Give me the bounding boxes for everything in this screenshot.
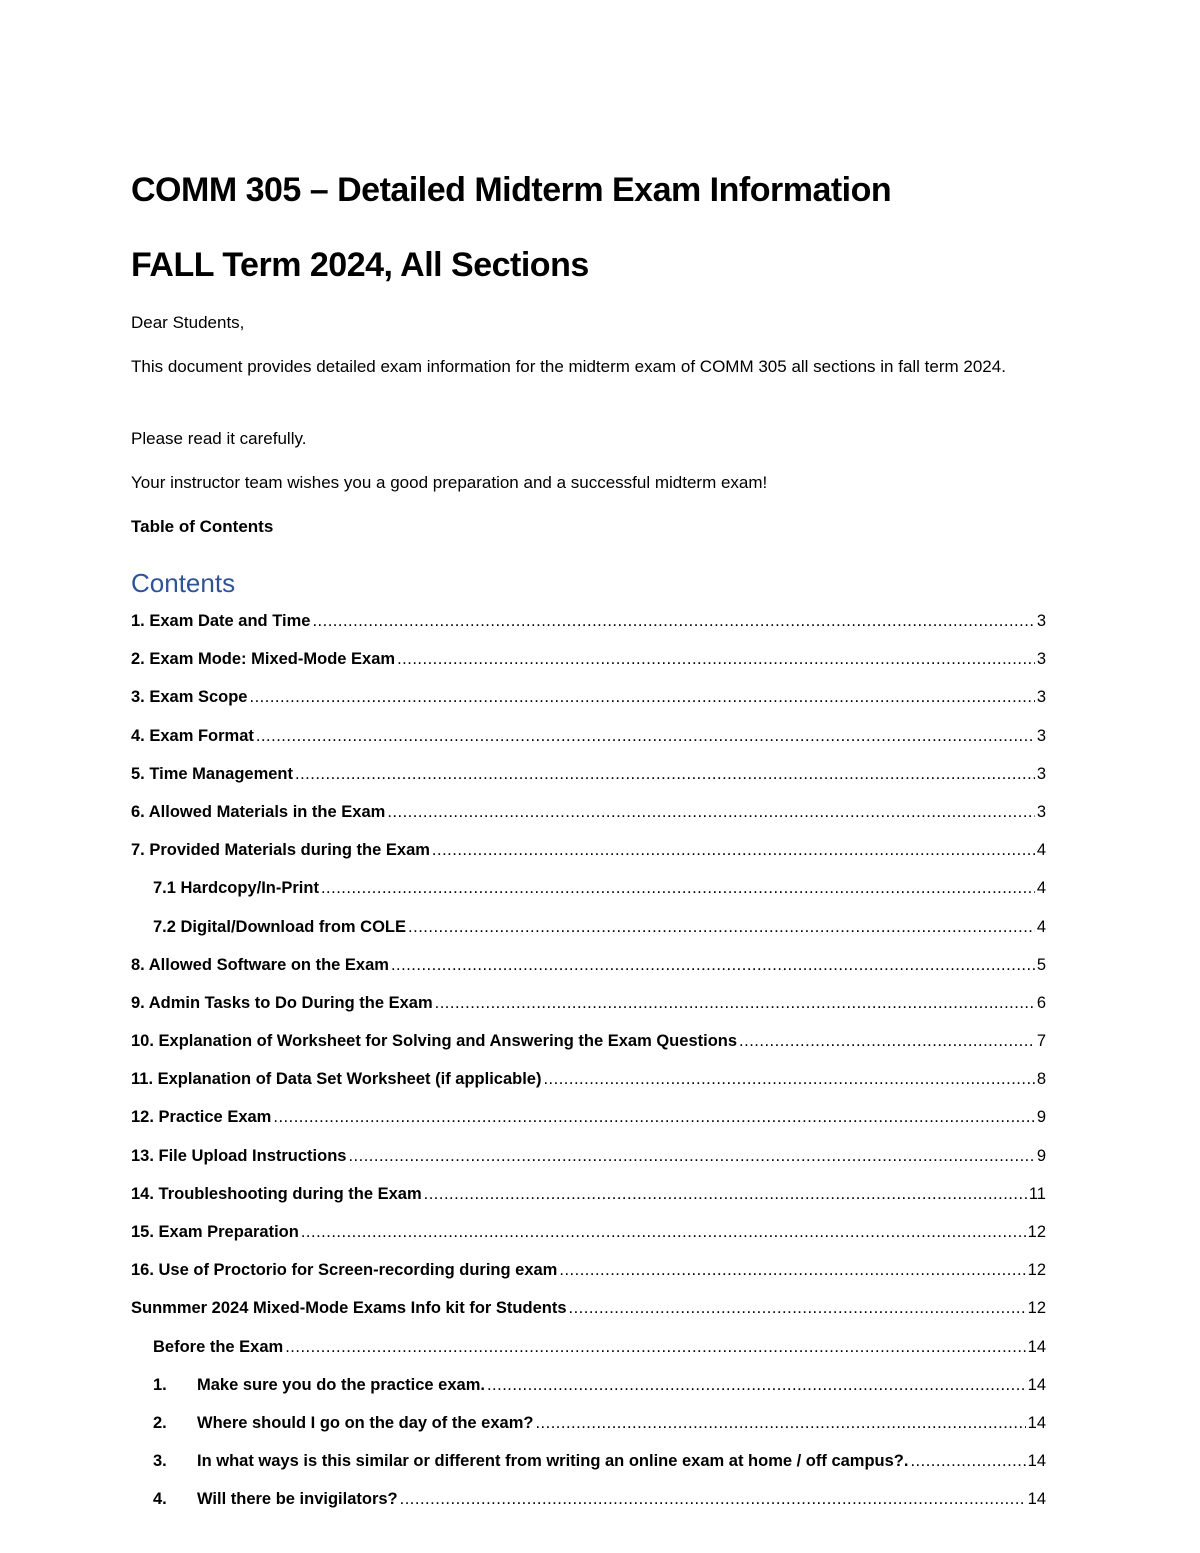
- toc-dot-leader: [400, 1480, 1026, 1518]
- toc-entry-title: 10. Explanation of Worksheet for Solving and Answering the Exam Questions: [131, 1032, 738, 1051]
- toc-entry-title: 7.2 Digital/Download from COLE: [153, 917, 407, 936]
- toc-entry[interactable]: [131, 869, 1046, 907]
- toc-entry[interactable]: [131, 1404, 1046, 1442]
- toc-entry-title: Make sure you do the practice exam.: [197, 1375, 485, 1394]
- toc-entry-title: 16. Use of Proctorio for Screen-recording during exam: [131, 1261, 558, 1280]
- toc-dot-leader: [424, 1175, 1027, 1213]
- toc-entry[interactable]: [131, 908, 1046, 946]
- toc-entry-title: Before the Exam: [153, 1337, 284, 1356]
- toc-dot-leader: [739, 1022, 1035, 1060]
- toc-dot-leader: [295, 755, 1035, 793]
- toc-entry-title: 11. Explanation of Data Set Worksheet (if applicable): [131, 1070, 542, 1089]
- greeting-text: Dear Students,: [131, 313, 245, 332]
- toc-dot-leader: [348, 1137, 1034, 1175]
- toc-entry[interactable]: [131, 793, 1046, 831]
- toc-entry-page-number: 7: [1036, 1032, 1046, 1051]
- toc-dot-leader: [543, 1060, 1034, 1098]
- toc-dot-leader: [432, 831, 1035, 869]
- toc-entry-title: 15. Exam Preparation: [131, 1223, 299, 1241]
- toc-entry-title: 8. Allowed Software on the Exam: [131, 955, 389, 974]
- toc-entry-title: 7.1 Hardcopy/In-Print: [153, 879, 319, 898]
- toc-dot-leader: [535, 1404, 1025, 1442]
- toc-dot-leader: [285, 1328, 1025, 1366]
- toc-dot-leader: [408, 908, 1035, 946]
- toc-entry-page-number: 3: [1036, 688, 1046, 707]
- toc-entry[interactable]: [131, 755, 1046, 793]
- toc-dot-leader: [391, 946, 1035, 984]
- toc-entry-title: 4. Exam Format: [131, 726, 254, 745]
- toc-dot-leader: [435, 984, 1035, 1022]
- toc-entry[interactable]: [131, 602, 1046, 640]
- toc-entry-title: 7. Provided Materials during the Exam: [131, 841, 430, 860]
- toc-entry[interactable]: [131, 1137, 1046, 1175]
- toc-entry[interactable]: [131, 1213, 1046, 1251]
- toc-entry[interactable]: [131, 1251, 1046, 1289]
- toc-entry-number: 4.: [153, 1490, 167, 1509]
- toc-dot-leader: [301, 1213, 1026, 1251]
- toc-entry-page-number: 6: [1036, 993, 1046, 1012]
- toc-entry[interactable]: [131, 1442, 1046, 1480]
- toc-dot-leader: [321, 869, 1035, 907]
- toc-dot-leader: [569, 1289, 1026, 1327]
- toc-entry-title: Sunmmer 2024 Mixed-Mode Exams Info kit for Students: [131, 1299, 567, 1318]
- toc-dot-leader: [387, 793, 1035, 831]
- toc-entry-title: 14. Troubleshooting during the Exam: [131, 1184, 422, 1203]
- toc-entry-title: 12. Practice Exam: [131, 1108, 272, 1127]
- toc-entry[interactable]: [131, 984, 1046, 1022]
- toc-entry-page-number: 14: [1027, 1375, 1046, 1394]
- toc-entry-page-number: 12: [1027, 1223, 1046, 1241]
- toc-entry-page-number: 3: [1036, 650, 1046, 669]
- toc-entry-page-number: 11: [1028, 1184, 1046, 1203]
- toc-entry-page-number: 12: [1027, 1299, 1046, 1318]
- toc-entry-page-number: 4: [1036, 917, 1046, 936]
- toc-entry-number: 3.: [153, 1452, 167, 1471]
- toc-entry-page-number: 3: [1036, 726, 1046, 745]
- toc-entry-page-number: 9: [1036, 1146, 1046, 1165]
- toc-dot-leader: [312, 602, 1034, 640]
- toc-entry[interactable]: [131, 1328, 1046, 1366]
- toc-entry-title: In what ways is this similar or different from writing an online exam at home / off campus?.: [197, 1452, 909, 1471]
- toc-entry[interactable]: [131, 831, 1046, 869]
- toc-entry-page-number: 9: [1036, 1108, 1046, 1127]
- toc-dot-leader: [559, 1251, 1025, 1289]
- toc-dot-leader: [273, 1098, 1034, 1136]
- toc-entry-page-number: 3: [1036, 612, 1046, 630]
- toc-entry-title: 1. Exam Date and Time: [131, 612, 311, 630]
- toc-label: Table of Contents: [131, 517, 274, 536]
- toc-entry-title: Where should I go on the day of the exam?: [197, 1413, 534, 1432]
- toc-entry-page-number: 5: [1036, 955, 1046, 974]
- toc-entry[interactable]: [131, 717, 1046, 755]
- toc-entry-page-number: 14: [1027, 1490, 1046, 1509]
- toc-entry-page-number: 8: [1036, 1070, 1046, 1089]
- toc-dot-leader: [910, 1442, 1025, 1480]
- toc-entry-page-number: 4: [1036, 879, 1046, 898]
- toc-dot-leader: [397, 640, 1035, 678]
- toc-entry-page-number: 4: [1036, 841, 1046, 860]
- read-carefully-text: Please read it carefully.: [131, 429, 307, 448]
- toc-entry[interactable]: [131, 1366, 1046, 1404]
- toc-entry[interactable]: [131, 1175, 1046, 1213]
- wishes-text: Your instructor team wishes you a good preparation and a successful midterm exam!: [131, 473, 768, 492]
- toc-entry-page-number: 14: [1027, 1413, 1046, 1432]
- toc-dot-leader: [249, 678, 1034, 716]
- toc-entry[interactable]: [131, 1098, 1046, 1136]
- document-subtitle: FALL Term 2024, All Sections: [131, 246, 589, 284]
- toc-entry-title: 6. Allowed Materials in the Exam: [131, 802, 386, 821]
- intro-paragraph: This document provides detailed exam information for the midterm exam of COMM 305 all sections in fall term 2024.: [131, 357, 1006, 376]
- toc-entry-number: 2.: [153, 1413, 167, 1432]
- toc-entry-title: 13. File Upload Instructions: [131, 1146, 347, 1165]
- table-of-contents: [131, 602, 1046, 1519]
- toc-entry[interactable]: [131, 640, 1046, 678]
- toc-entry[interactable]: [131, 1289, 1046, 1327]
- toc-entry-page-number: 3: [1036, 764, 1046, 783]
- toc-entry[interactable]: [131, 1060, 1046, 1098]
- toc-entry[interactable]: [131, 1480, 1046, 1518]
- toc-dot-leader: [256, 717, 1035, 755]
- toc-entry[interactable]: [131, 1022, 1046, 1060]
- toc-entry-page-number: 14: [1027, 1337, 1046, 1356]
- toc-entry-page-number: 3: [1036, 802, 1046, 821]
- toc-entry-page-number: 12: [1027, 1261, 1046, 1280]
- toc-entry-number: 1.: [153, 1375, 167, 1394]
- toc-entry-title: 2. Exam Mode: Mixed-Mode Exam: [131, 650, 396, 669]
- toc-dot-leader: [487, 1366, 1026, 1404]
- toc-entry-title: 5. Time Management: [131, 764, 293, 783]
- toc-entry-title: 9. Admin Tasks to Do During the Exam: [131, 993, 433, 1012]
- toc-entry-page-number: 14: [1027, 1452, 1046, 1471]
- toc-entry-title: Will there be invigilators?: [197, 1490, 398, 1509]
- toc-entry-title: 3. Exam Scope: [131, 688, 248, 707]
- toc-entry[interactable]: [131, 946, 1046, 984]
- contents-heading: Contents: [131, 568, 236, 598]
- toc-entry[interactable]: [131, 678, 1046, 716]
- document-title: COMM 305 – Detailed Midterm Exam Information: [131, 171, 892, 209]
